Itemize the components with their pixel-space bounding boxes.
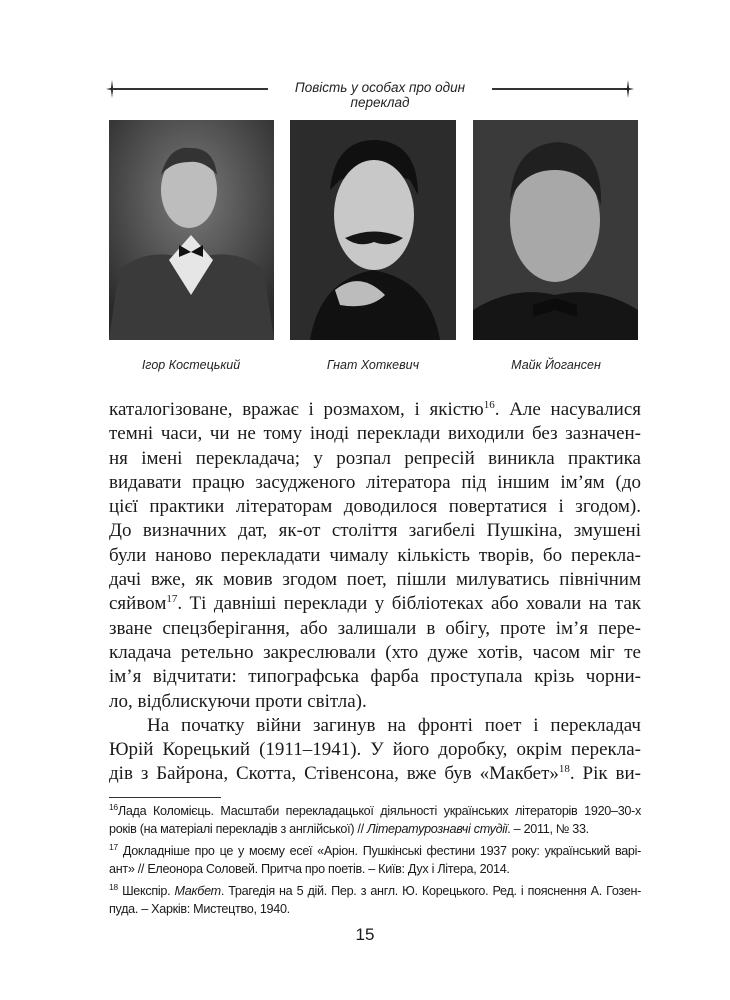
footnotes [109, 802, 641, 918]
text-line: Юрій Корецький (1911–1941). У його доробку, окрім перекла- [109, 739, 641, 761]
header-rule-left [112, 88, 268, 90]
page-number: 15 [355, 925, 375, 944]
footnote-number: 16 [109, 802, 118, 812]
footnote-number: 17 [109, 841, 118, 852]
text-run: каталогізоване, вражає і розмахом, і якістю [109, 399, 484, 420]
footnote-18 [109, 882, 641, 900]
body-text [109, 398, 641, 787]
portrait-photo-yohansen [473, 120, 638, 340]
running-head-title: Повість у особах про один переклад [294, 80, 466, 110]
text-line: цієї практики літераторам доводилося повертатися і згодом). [109, 496, 641, 518]
header-rule-right [492, 88, 628, 90]
text-run: дів з Байрона, Скотта, Стівенсона, вже був «Макбет» [109, 763, 559, 785]
text-run: . Трагедія на 5 дій. Пер. з англ. Ю. Корецького. Ред. і пояснення А. Гозен- [220, 883, 641, 898]
footnote-number: 18 [109, 881, 118, 892]
text-run: . Ті давніші переклади у бібліотеках або ховали на так [177, 593, 641, 615]
text-line [109, 592, 641, 616]
text-line: кладача ретельно закреслювали (хто дуже хотів, часом міг те [109, 641, 641, 663]
text-run: . Рік ви- [569, 763, 641, 785]
text-run: . – 2011, № 33. [507, 822, 589, 837]
text-line: ло, відблискуючи проти світла). [109, 690, 367, 712]
text-run: Шекспір. [122, 883, 175, 898]
photo-caption: Ігор Костецький [141, 358, 241, 372]
footnote-17-cont: ант» // Елеонора Соловей. Притча про поетів. – Київ: Дух і Літера, 2014. [109, 862, 510, 877]
text-line [109, 762, 641, 786]
running-head [106, 78, 634, 110]
text-line: На початку війни загинув на фронті поет і перекладач [147, 714, 641, 736]
footnote-ref[interactable]: 16 [483, 399, 495, 411]
text-run: сяйвом [109, 593, 167, 615]
photo-caption: Гнат Хоткевич [326, 358, 420, 372]
footnote-ref[interactable]: 17 [166, 593, 178, 606]
ornament-star-icon [622, 80, 634, 98]
text-line: ім’я відчитати: типографська фарба проступала крізь чорни- [109, 666, 641, 688]
footnote-divider [109, 797, 221, 798]
text-line [109, 398, 641, 422]
portrait-photo-khotkevych [290, 120, 456, 340]
footnote-17 [109, 842, 641, 860]
text-run: Лада Коломієць. Масштаби перекладацької діяльності українських літераторів 1920–30-х [117, 804, 641, 818]
text-line: До визначних дат, як-от століття загибелі Пушкіна, змушені [109, 520, 641, 542]
text-line: дачі вже, як мовив згодом поет, пішли милуватись північним [109, 569, 641, 591]
text-run: . Але насувалися [494, 399, 641, 420]
text-run: років (на матеріалі перекладів з англійської) // [109, 822, 368, 837]
text-line: ня імені перекладача; у розпал репресій виникла практика [109, 447, 641, 469]
photo-caption: Майк Йогансен [511, 358, 601, 372]
text-line: видавати працю засудженого літератора під іншим ім’ям (до [109, 471, 641, 493]
text-line: були наново перекладати чималу кількість творів, бо перекла- [109, 544, 641, 566]
footnote-16 [109, 802, 641, 820]
journal-title: Літературознавчі студії [367, 822, 508, 837]
work-title: Макбет [174, 883, 221, 898]
footnote-ref[interactable]: 18 [558, 763, 570, 776]
text-run: Докладніше про це у моєму есеї «Аріон. Пушкінські фестини 1937 року: український варі- [122, 843, 641, 858]
text-line: темні часи, чи не тому іноді переклади виходили без зазначен- [109, 423, 641, 445]
portrait-photo-kostetskyi [109, 120, 274, 340]
text-line: зване спецзберігання, або залишали в обігу, проте ім’я пере- [109, 617, 641, 639]
footnote-18-cont: пуда. – Харків: Мистецтво, 1940. [109, 901, 290, 916]
footnote-16-cont [109, 820, 641, 838]
